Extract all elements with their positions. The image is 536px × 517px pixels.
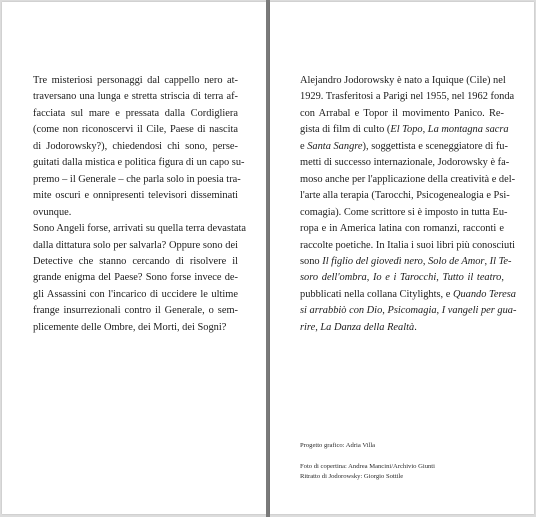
cover-photo-credit: Foto di copertina: Andrea Mancini/Archivio Giunti (300, 463, 435, 470)
text-line: moso anche per l'applicazione della creatività e del- (300, 173, 516, 185)
text-line: comagia). Come scrittore si è imposto in tutta Eu- (300, 206, 508, 218)
text-line: guitati dalla mistica e politica figura di un capo su- (33, 157, 245, 169)
text-line: sono Il figlio del giovedì nero, Solo de Amor, Il Te- (300, 255, 512, 267)
text-line: gista di film di culto (El Topo, La montagna sacra (300, 124, 509, 136)
text-line: grande enigma del Paese? Sono forse invece de- (33, 272, 238, 284)
text-line: con Arrabal e Topor il movimento Panico. Re- (300, 107, 504, 119)
text-line: plicemente delle Ombre, dei Morti, dei Sogni? (33, 321, 227, 333)
design-credit: Progetto grafico: Adria Villa (300, 442, 376, 449)
text-line: dalla dittatura solo per salvarla? Oppure sono dei (33, 239, 238, 251)
author-bio-paragraph (300, 73, 517, 336)
text-line: Tre misteriosi personaggi dal cappello nero at- (33, 75, 238, 86)
text-line: premo – il Generale – che parla solo in poesia tra- (33, 173, 241, 185)
text-line: frange insurrezionali contro il Generale, o sem- (33, 305, 238, 317)
text-line: ropa e in America latina con romanzi, racconti e (300, 223, 504, 235)
synopsis-paragraph (33, 73, 246, 336)
text-line: e Santa Sangre), soggettista e sceneggiatore di fu- (300, 140, 508, 152)
text-line: raccolte poetiche. In Italia i suoi libri più conosciuti (300, 239, 515, 251)
right-page (270, 2, 534, 514)
text-line: Detective che stanno cercando di risolvere il (33, 255, 238, 267)
text-line: mite oscuri e onnipresenti televisori disseminati (33, 190, 238, 202)
text-line: traversano una lunga e stretta striscia di terra af- (33, 91, 238, 103)
text-line: (come non riconoscervi il Cile, Paese di nascita (33, 124, 238, 136)
text-line: si arrabbiò con Dio, Psicomagia, I vangeli per gua- (300, 305, 517, 317)
text-line: di Jodorowsky?), chiedendosi chi sono, perse- (33, 140, 238, 152)
text-line: rire, La Danza della Realtà. (300, 321, 417, 333)
text-line: gli Assassini con l'incarico di uccidere le ultime (33, 288, 238, 300)
text-line: l'arte alla terapia (Tarocchi, Psicogenealogia e Psi- (300, 190, 510, 202)
photo-credits (300, 462, 435, 482)
text-line: soro dell'ombra, Io e i Tarocchi, Tutto il teatro, (300, 272, 504, 284)
text-line: ovunque. (33, 206, 72, 218)
text-line: pubblicati nella collana Citylights, e Quando Teresa (300, 288, 516, 300)
text-line: 1929. Trasferitosi a Parigi nel 1955, nel 1962 fonda (300, 91, 515, 103)
text-line: metti di successo internazionale, Jodorowsky è fa- (300, 157, 510, 169)
left-page (2, 2, 266, 514)
text-line: Alejandro Jodorowsky è nato a Iquique (Cile) nel (300, 75, 506, 86)
text-line: facciata sul mare e pressata dalla Cordigliera (33, 107, 238, 119)
text-line: Sono Angeli forse, arrivati su quella terra devastata (33, 223, 246, 235)
portrait-credit: Ritratto di Jodorowsky: Giorgio Sottile (300, 473, 404, 480)
